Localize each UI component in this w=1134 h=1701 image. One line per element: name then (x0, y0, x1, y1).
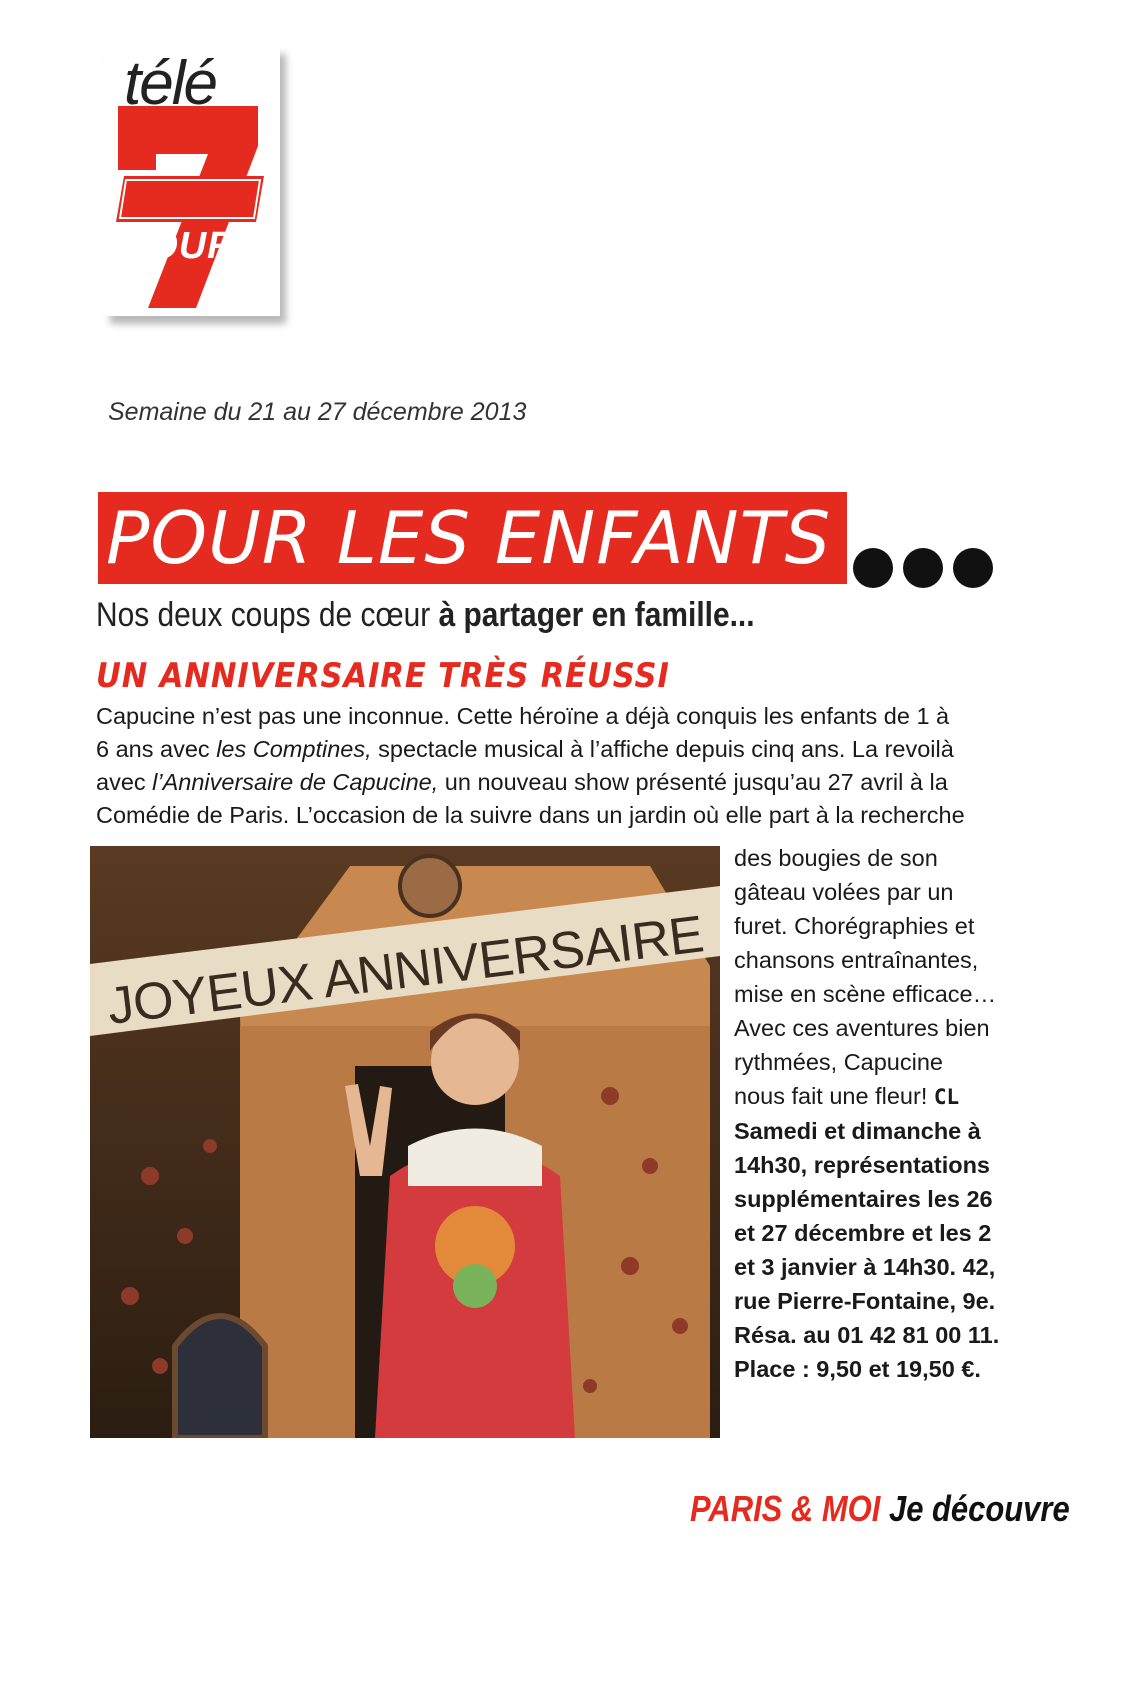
body-line: avec l’Anniversaire de Capucine, un nouveau show présenté jusqu’au 27 avril à la (96, 769, 948, 795)
info-line: Résa. au 01 42 81 00 11. (734, 1322, 1000, 1348)
body-line: Capucine n’est pas une inconnue. Cette héroïne a déjà conquis les enfants de 1 à (96, 703, 950, 729)
article-headline: UN ANNIVERSAIRE TRÈS RÉUSSI (96, 656, 670, 696)
logo-tele-word: télé (124, 49, 216, 118)
show-photo (90, 846, 720, 1438)
info-line: et 27 décembre et les 2 (734, 1220, 992, 1246)
info-line: et 3 janvier à 14h30. 42, (734, 1254, 996, 1280)
section-footer (690, 1488, 1070, 1530)
issue-week: Semaine du 21 au 27 décembre 2013 (108, 398, 527, 426)
article-subtitle (96, 596, 755, 635)
info-line: Samedi et dimanche à (734, 1118, 981, 1144)
body-line: Avec ces aventures bien (734, 1015, 990, 1041)
body-line: des bougies de son (734, 845, 938, 871)
footer-section: Je découvre (888, 1488, 1070, 1529)
footer-brand: PARIS & MOI (690, 1488, 881, 1529)
dot-icon (903, 548, 943, 588)
author-signature: CL (933, 1085, 960, 1109)
body-line: furet. Chorégraphies et (734, 913, 975, 939)
subtitle-plain: Nos deux coups de cœur (96, 596, 439, 634)
article-body-top (96, 700, 1006, 832)
body-line: chansons entraînantes, (734, 947, 979, 973)
section-banner (98, 492, 847, 584)
body-line: gâteau volées par un (734, 879, 954, 905)
dot-icon (853, 548, 893, 588)
body-line: rythmées, Capucine (734, 1049, 943, 1075)
photo-sign-text: JOYEUX ANNIVERSAIRE (104, 905, 707, 1036)
body-line: nous fait une fleur! CL (734, 1083, 960, 1109)
banner-title: POUR LES ENFANTS (106, 496, 832, 580)
info-line: supplémentaires les 26 (734, 1186, 993, 1212)
logo-jours-word: JOURS (126, 225, 262, 267)
article-side-column (734, 841, 1024, 1386)
info-line: rue Pierre-Fontaine, 9e. (734, 1288, 996, 1314)
magazine-logo (104, 46, 280, 316)
info-line: 14h30, représentations (734, 1152, 990, 1178)
info-line: Place : 9,50 et 19,50 €. (734, 1356, 981, 1382)
body-line: 6 ans avec les Comptines, spectacle musical à l’affiche depuis cinq ans. La revoilà (96, 736, 954, 762)
body-line: Comédie de Paris. L’occasion de la suivre dans un jardin où elle part à la recherche (96, 802, 965, 828)
body-line: mise en scène efficace… (734, 981, 997, 1007)
dot-icon (953, 548, 993, 588)
subtitle-bold: à partager en famille... (438, 596, 755, 634)
